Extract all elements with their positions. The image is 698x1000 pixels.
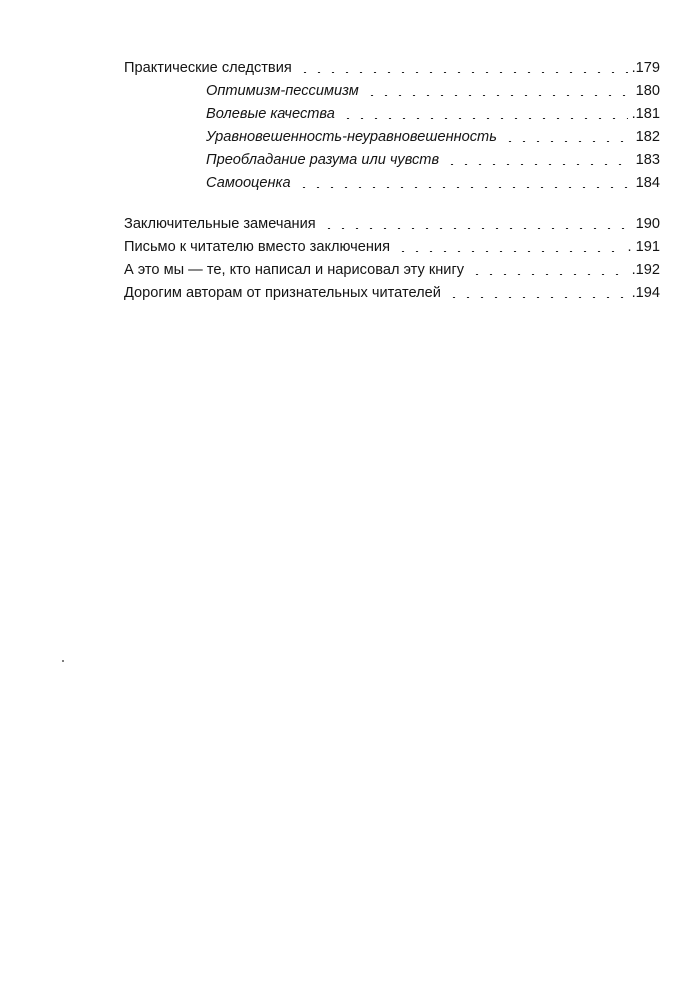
dot-leader [341,118,628,119]
dot-leader [298,72,628,73]
toc-entry-page: 190 [635,216,660,232]
dot-leader [297,187,628,188]
toc-subentry-title: Волевые качества [206,106,335,122]
toc-subentry-page: 182 [635,129,660,145]
scan-speck [62,660,64,662]
toc-entry-title: Письмо к читателю вместо заключения [124,239,390,255]
toc-subentry-title: Самооценка [206,175,291,191]
toc-entry-final-remarks [124,213,660,236]
toc-entry-letter-to-reader [124,236,660,259]
toc-subentry-optimism [124,80,660,103]
toc-subentry-page: 184 [635,175,660,191]
toc-subentry-page: 183 [635,152,660,168]
table-of-contents [124,57,660,305]
toc-entry-title: А это мы — те, кто написал и нарисовал эту книгу [124,262,465,278]
toc-entry-practical-consequences [124,57,660,80]
toc-subentry-self-esteem [124,172,660,195]
toc-subentry-page: .181 [631,106,660,122]
toc-subentry-reason-feelings [124,149,660,172]
dot-leader [322,228,628,229]
toc-entry-page: .192 [631,262,660,278]
dot-leader [503,141,628,142]
dot-leader [447,297,628,298]
dot-leader [445,164,628,165]
toc-subentry-will [124,103,660,126]
toc-subentry-title: Уравновешенность-неуравновешенность [206,129,497,145]
toc-subentry-title: Оптимизм-пессимизм [206,83,359,99]
dot-leader [396,251,624,252]
toc-entry-title: Заключительные замечания [124,216,316,232]
toc-subentry-title: Преобладание разума или чувств [206,152,440,168]
toc-entry-about-authors [124,259,660,282]
toc-entry-page: . 191 [627,239,660,255]
toc-entry-title: Дорогим авторам от признательных читателей [124,285,441,301]
section-gap [124,195,660,213]
toc-subentry-page: 180 [635,83,660,99]
toc-entry-to-authors [124,282,660,305]
dot-leader [470,274,628,275]
toc-entry-page: .194 [631,285,660,301]
dot-leader [365,95,628,96]
toc-entry-page: .179 [631,60,660,76]
toc-subentry-balance [124,126,660,149]
toc-entry-title: Практические следствия [124,60,292,76]
